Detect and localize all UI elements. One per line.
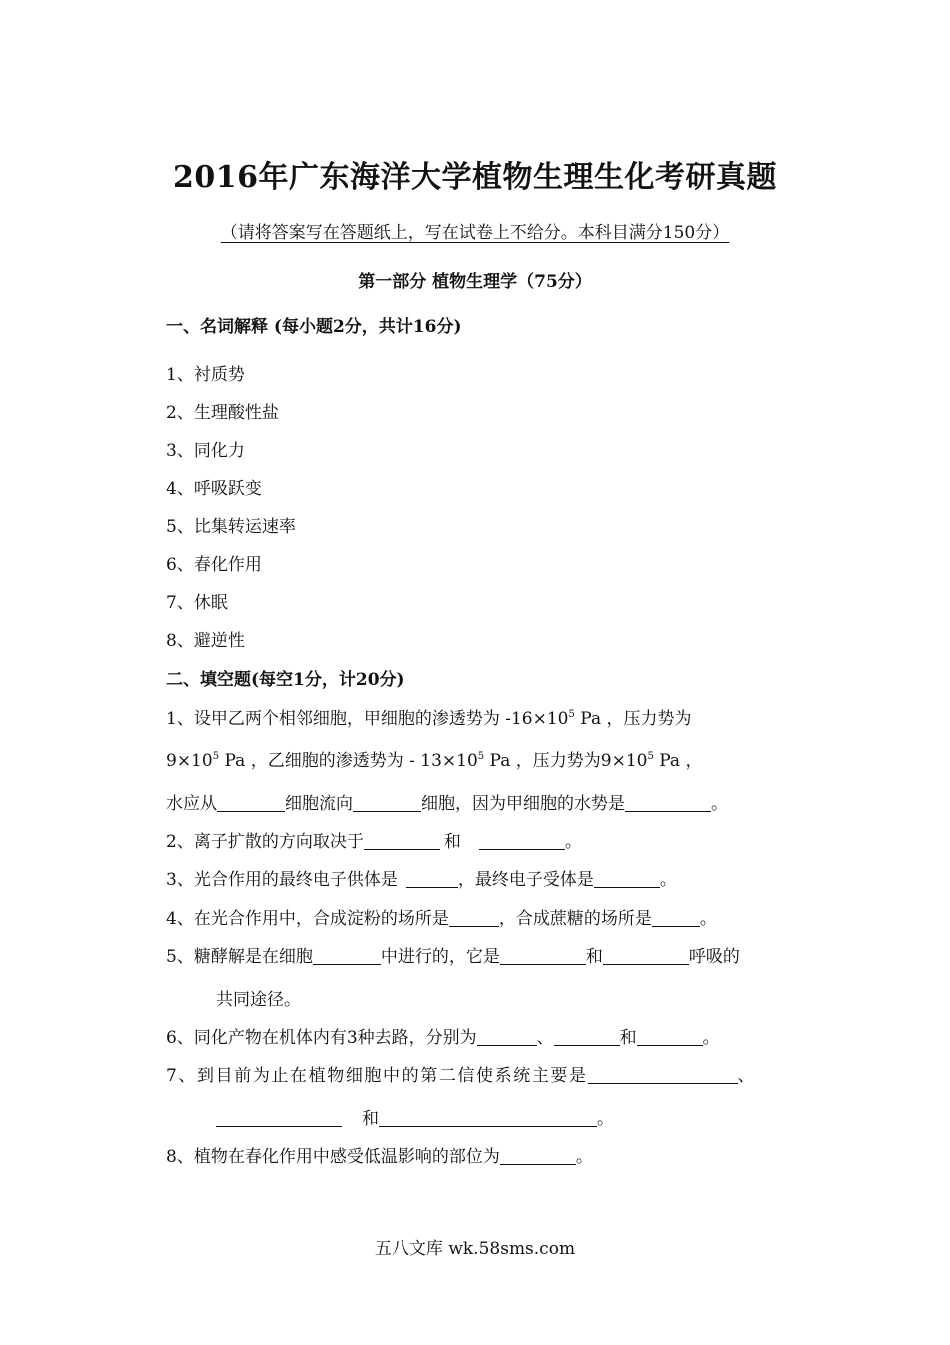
list-item: 6、春化作用 — [166, 555, 262, 575]
question-7-line-2: 和 。 — [216, 1104, 614, 1129]
list-item: 1、衬质势 — [166, 365, 245, 385]
answer-blank[interactable] — [554, 1027, 620, 1046]
answer-blank[interactable] — [625, 793, 711, 812]
question-8: 8、植物在春化作用中感受低温影响的部位为 。 — [166, 1147, 593, 1167]
question-6: 6、同化产物在机体内有3种去路，分别为 、 和 。 — [166, 1028, 720, 1048]
answer-blank[interactable] — [379, 1108, 597, 1127]
section-heading-definitions: 一、名词解释 (每小题2分，共计16分) — [166, 317, 462, 337]
question-5-line-2: 共同途径。 — [216, 990, 301, 1010]
question-3: 3、光合作用的最终电子供体是 ，最终电子受体是 。 — [166, 870, 677, 890]
list-item: 7、休眠 — [166, 593, 228, 613]
answer-blank[interactable] — [603, 946, 689, 965]
section-heading-fill-blank: 二、填空题(每空1分，计20分) — [166, 670, 405, 690]
answer-blank[interactable] — [364, 831, 440, 850]
question-1-line-2: $9\times 10^5$ Pa ，乙细胞的渗透势为 - $13\times 10^5$ Pa ，压力势为$9\times 10^5$ Pa ， — [166, 751, 703, 771]
question-1-line-1: 1、设甲乙两个相邻细胞，甲细胞的渗透势为 $-16\times 10^5$ Pa ，压力势为 — [166, 709, 692, 729]
answer-blank[interactable] — [449, 908, 499, 927]
answer-blank[interactable] — [652, 908, 700, 927]
question-2: 2、离子扩散的方向取决于 和 。 — [166, 832, 582, 852]
question-1-line-3: 水应从 细胞流向 细胞，因为甲细胞的水势是 。 — [166, 794, 728, 814]
answer-blank[interactable] — [500, 946, 586, 965]
answer-blank[interactable] — [406, 869, 458, 888]
answer-blank[interactable] — [216, 1108, 342, 1127]
list-item: 2、生理酸性盐 — [166, 403, 279, 423]
answer-blank[interactable] — [479, 831, 565, 850]
answer-blank[interactable] — [477, 1027, 537, 1046]
list-item: 3、同化力 — [166, 441, 245, 461]
footer-watermark: 五八文库 wk.58sms.com — [374, 1239, 576, 1259]
exam-instructions: （请将答案写在答题纸上，写在试卷上不给分。本科目满分150分） — [220, 223, 730, 243]
answer-blank[interactable] — [637, 1027, 703, 1046]
page-title: 2016年广东海洋大学植物生理生化考研真题 — [173, 160, 777, 195]
answer-blank[interactable] — [217, 793, 285, 812]
list-item: 5、比集转运速率 — [166, 517, 296, 537]
answer-blank[interactable] — [353, 793, 421, 812]
part-heading: 第一部分 植物生理学（75分） — [358, 272, 592, 292]
answer-blank[interactable] — [594, 869, 660, 888]
question-4: 4、在光合作用中，合成淀粉的场所是 ，合成蔗糖的场所是 。 — [166, 909, 717, 929]
answer-blank[interactable] — [313, 946, 381, 965]
list-item: 4、呼吸跃变 — [166, 479, 262, 499]
answer-blank[interactable] — [500, 1146, 576, 1165]
list-item: 8、避逆性 — [166, 631, 245, 651]
answer-blank[interactable] — [588, 1065, 738, 1084]
question-5-line-1: 5、糖酵解是在细胞 中进行的，它是 和 呼吸的 — [166, 947, 740, 967]
question-7-line-1: 7、到目前为止在植物细胞中的第二信使系统主要是 、 — [166, 1066, 757, 1086]
